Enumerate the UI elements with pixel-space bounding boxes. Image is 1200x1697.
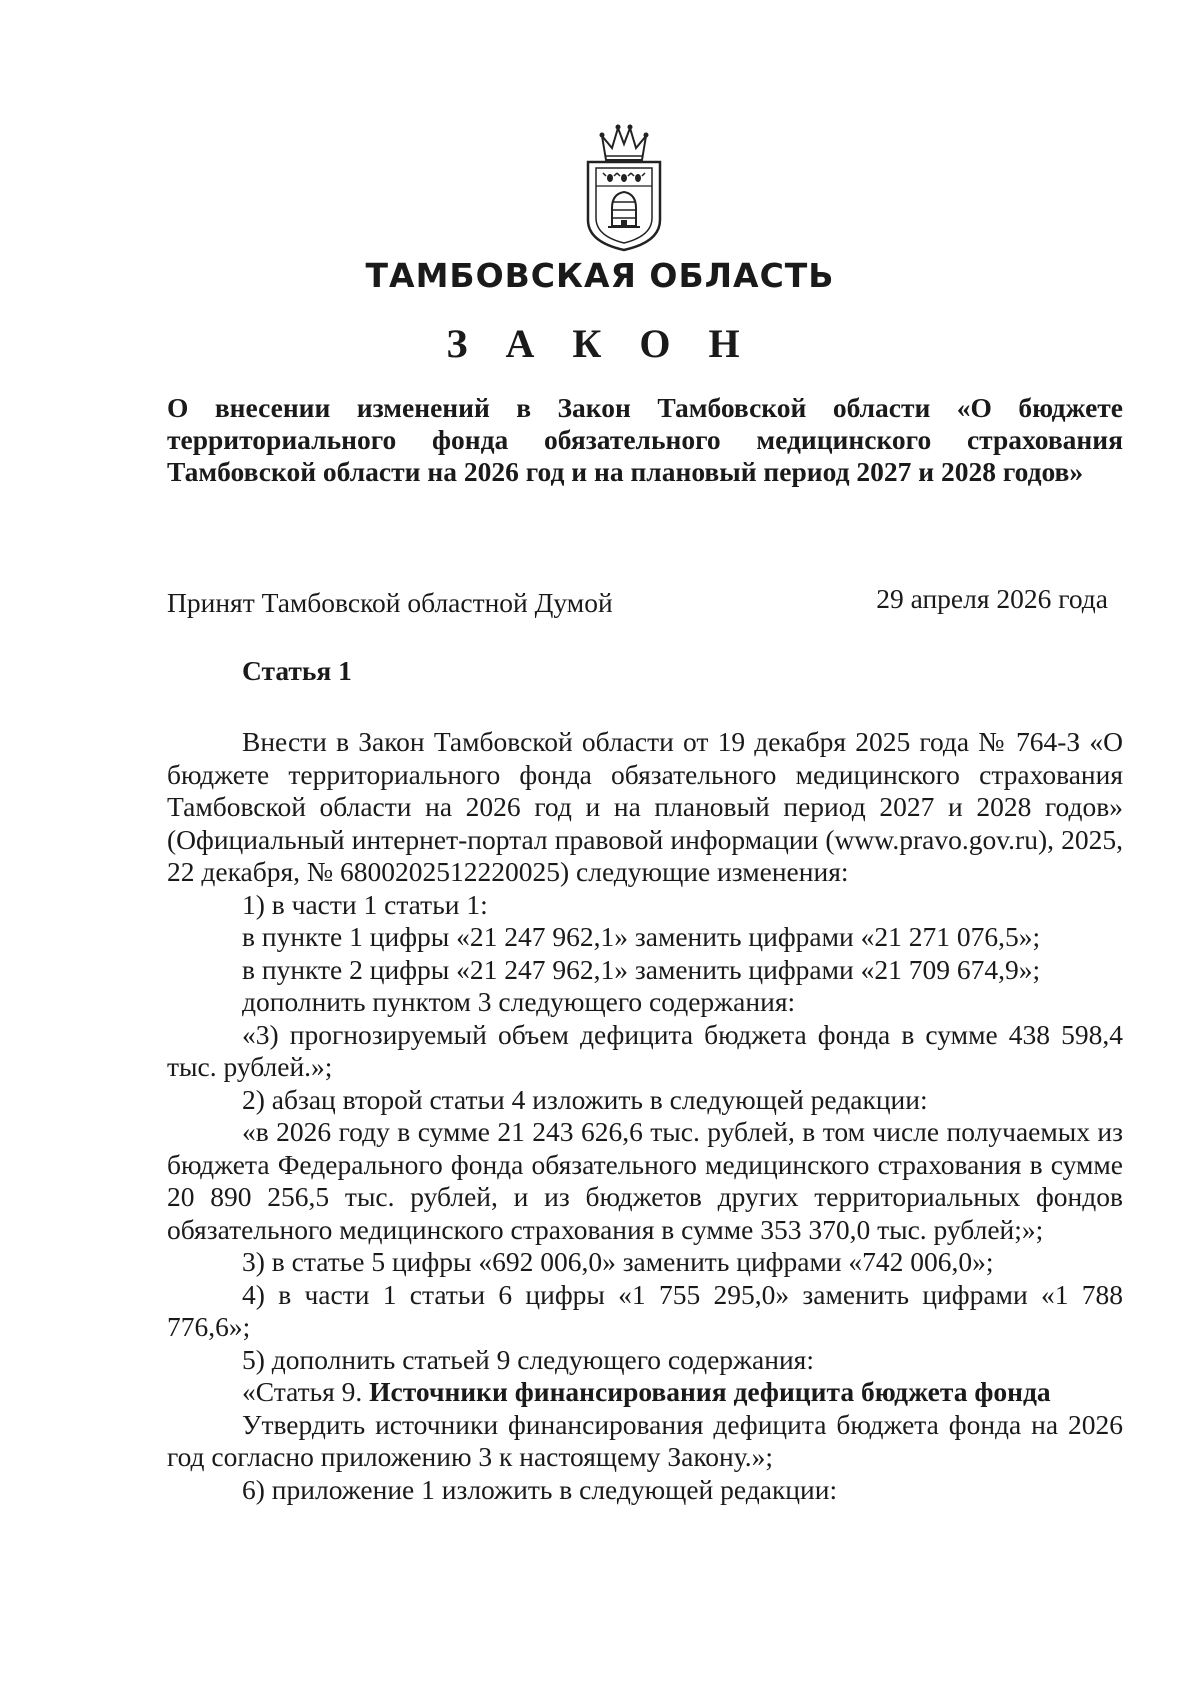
paragraph-item-1-p2: в пункте 2 цифры «21 247 962,1» заменить цифрами «21 709 674,9»; [242, 953, 1041, 985]
region-name: ТАМБОВСКАЯ ОБЛАСТЬ [365, 256, 835, 295]
coat-of-arms-icon [576, 122, 672, 254]
paragraph-item-1-p3-text: «3) прогнозируемый объем дефицита бюджета фонда в сумме 438 598,4 тыс. рублей.»; [167, 1018, 1123, 1082]
paragraph-item-6: 6) приложение 1 изложить в следующей редакции: [242, 1473, 838, 1505]
paragraph-article-9-text: Утвердить источники финансирования дефицита бюджета фонда на 2026 год согласно приложению 3 к настоящему Закону.»; [167, 1408, 1123, 1472]
adopted-by: Принят Тамбовской областной Думой [167, 587, 613, 618]
paragraph-article-9-heading [167, 1376, 1123, 1409]
article-heading: Статья 1 [242, 655, 352, 686]
paragraph-item-4: 4) в части 1 статьи 6 цифры «1 755 295,0» заменить цифрами «1 788 776,6»; [167, 1278, 1123, 1342]
paragraph-item-5: 5) дополнить статьей 9 следующего содержания: [242, 1343, 814, 1375]
document-type: З А К О Н [446, 321, 754, 366]
paragraph-item-3: 3) в статье 5 цифры «692 006,0» заменить цифрами «742 006,0»; [242, 1246, 994, 1277]
paragraph-item-2: 2) абзац второй статьи 4 изложить в следующей редакции: [242, 1083, 928, 1115]
article-body [167, 726, 1123, 1506]
paragraph-item-1: 1) в части 1 статьи 1: [242, 888, 488, 920]
law-title: О внесении изменений в Закон Тамбовской области «О бюджете территориального фонда обязательного медицинского страхования Тамбовской области на 2026 год и на плановый период 2027 и 2028 годов» [167, 392, 1123, 487]
article-9-title: Источники финансирования дефицита бюджета фонда [369, 1376, 1051, 1407]
paragraph-item-2-text: «в 2026 году в сумме 21 243 626,6 тыс. рублей, в том числе получаемых из бюджета Федерального фонда обязательного медицинского страхования в сумме 20 890 256,5 тыс. рублей, и из бюджетов других территориальных фондов обязательного медицинского страхования в сумме 353 370,0 тыс. рублей;»; [167, 1116, 1123, 1245]
paragraph-item-1-p3: дополнить пунктом 3 следующего содержания: [242, 986, 796, 1017]
adoption-date: 29 апреля 2026 года [876, 583, 1108, 614]
paragraph-item-1-p1: в пункте 1 цифры «21 247 962,1» заменить цифрами «21 271 076,5»; [242, 921, 1041, 952]
article-9-label: «Статья 9. [242, 1376, 363, 1407]
paragraph-intro: Внести в Закон Тамбовской области от 19 декабря 2025 года № 764-З «О бюджете территориального фонда обязательного медицинского страхования Тамбовской области на 2026 год и на плановый период 2027 и 2028 годов» (Официальный интернет-портал правовой информации (www.pravo.gov.ru), 2025, 22 декабря, № 6800202512220025) следующие изменения: [167, 726, 1123, 887]
